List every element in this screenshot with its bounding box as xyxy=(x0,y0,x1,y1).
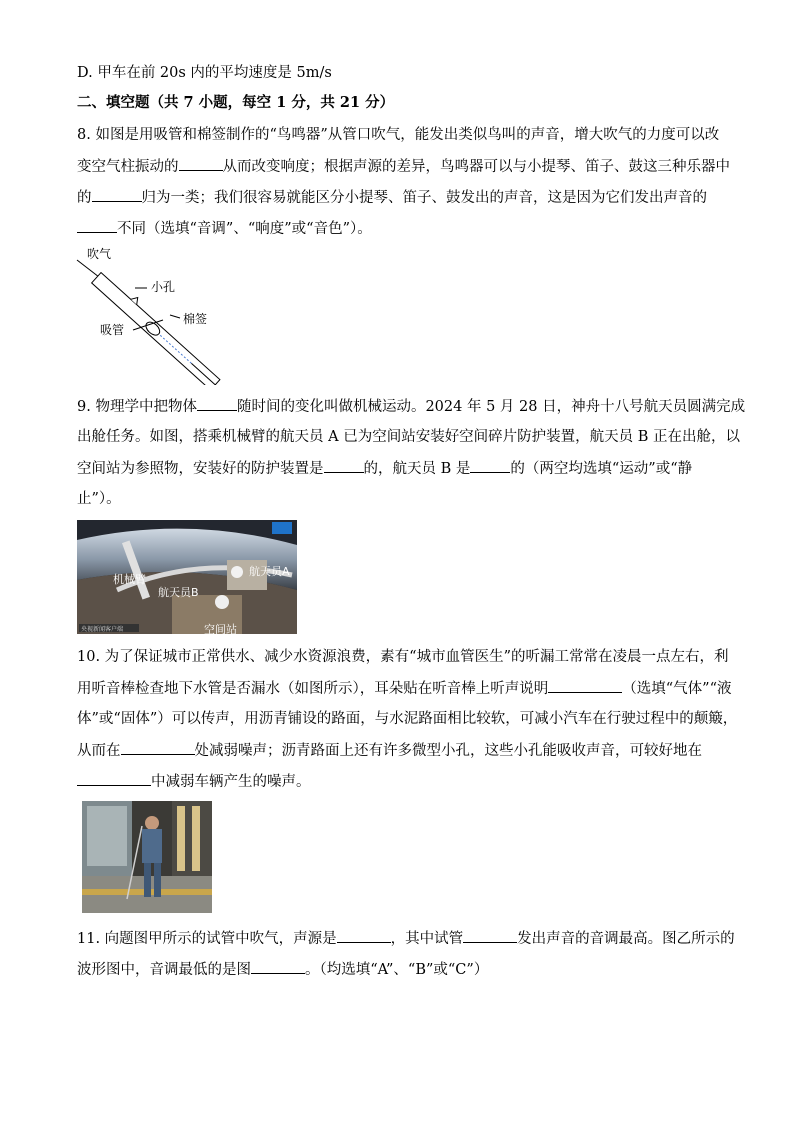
q9-line4: 止”）。 xyxy=(77,491,121,507)
q8-text: 变空气柱振动的 xyxy=(77,159,179,175)
q9-text: 随时间的变化叫做机械运动。2024 年 5 月 28 日，神舟十八号航天员圆满完成 xyxy=(236,399,746,415)
q8-text: 的 xyxy=(77,190,92,206)
space-station-photo xyxy=(77,520,297,634)
q9-blank2[interactable] xyxy=(324,458,364,473)
q10-line1: 10. 为了保证城市正常供水、减少水资源浪费，素有“城市血管医生”的听漏工常常在凌晨一点左右，利 xyxy=(77,649,729,665)
section-heading: 二、填空题（共 7 小题，每空 1 分，共 21 分） xyxy=(77,94,395,111)
q11-text: 发出声音的音调最高。图乙所示的 xyxy=(517,931,735,947)
label-straw: 吸管 xyxy=(100,323,125,337)
q10-text: 从而在 xyxy=(77,743,121,759)
q9-blank1[interactable] xyxy=(197,396,237,411)
q10-text: 处减弱噪声；沥青路面上还有许多微型小孔，这些小孔能吸收声音，可较好地在 xyxy=(194,743,702,759)
q11-text: 11. 向题图甲所示的试管中吹气，声源是 xyxy=(77,931,337,947)
q8-blank2[interactable] xyxy=(92,187,142,202)
q10-blank1[interactable] xyxy=(548,678,622,693)
q9-line2: 出舱任务。如图，搭乘机械臂的航天员 A 已为空间站安装好空间碎片防护装置，航天员 B 正在出舱，以 xyxy=(77,429,741,445)
label-swab: 棉签 xyxy=(183,312,208,326)
q11-blank3[interactable] xyxy=(251,959,305,974)
q8-line1: 8. 如图是用吸管和棉签制作的“鸟鸣器”从管口吹气，能发出类似鸟叫的声音，增大吹气的力度可以改 xyxy=(77,127,720,143)
q11-blank2[interactable] xyxy=(463,928,517,943)
label-astronaut-b: 航天员B xyxy=(158,586,199,599)
label-astronaut-a: 航天员A xyxy=(249,565,290,578)
q8-text: 归为一类；我们很容易就能区分小提琴、笛子、鼓发出的声音，这是因为它们发出声音的 xyxy=(141,190,707,206)
q11-text: ，其中试管 xyxy=(390,931,464,947)
q11-line1 xyxy=(77,928,735,949)
q11-line2 xyxy=(77,959,488,980)
q10-blank2[interactable] xyxy=(121,740,195,755)
q8-line3 xyxy=(77,187,707,208)
q10-text: 用听音棒检查地下水管是否漏水（如图所示），耳朵贴在听音棒上听声说明 xyxy=(77,681,549,697)
q10-line2 xyxy=(77,678,732,699)
photo-caption: 央视新闻客户端 xyxy=(81,626,124,633)
q8-blank3[interactable] xyxy=(77,218,117,233)
q9-text: 9. 物理学中把物体 xyxy=(77,399,197,415)
option-d: D. 甲车在前 20s 内的平均速度是 5m/s xyxy=(77,65,332,81)
q9-blank3[interactable] xyxy=(470,458,510,473)
q10-text: （选填“气体”“液 xyxy=(622,681,732,697)
q10-line5 xyxy=(77,771,311,792)
q11-text: 波形图中，音调最低的是图 xyxy=(77,962,251,978)
q8-text: 不同（选填“音调”、“响度”或“音色”）。 xyxy=(117,221,372,237)
q9-line3 xyxy=(77,458,692,479)
q11-blank1[interactable] xyxy=(337,928,391,943)
blow-arrow xyxy=(77,260,99,277)
q9-line1 xyxy=(77,396,745,417)
q10-line3: 体”或“固体”）可以传声，用沥青铺设的路面，与水泥路面相比较软，可减小汽车在行驶过程中的颠簸， xyxy=(77,711,738,727)
label-station: 空间站 xyxy=(204,623,237,634)
q9-text: 空间站为参照物，安装好的防护装置是 xyxy=(77,461,324,477)
q11-text: 。（均选填“A”、“B”或“C”） xyxy=(305,962,489,978)
q8-line2 xyxy=(77,156,730,177)
q9-text: 的（两空均选填“运动”或“静 xyxy=(510,461,693,477)
label-blow: 吹气 xyxy=(87,247,112,261)
q10-line4 xyxy=(77,740,702,761)
q10-text: 中减弱车辆产生的噪声。 xyxy=(151,774,311,790)
label-hole: 小孔 xyxy=(151,280,176,294)
label-arm: 机械臂 xyxy=(113,573,146,586)
q8-blank1[interactable] xyxy=(179,156,223,171)
q10-blank3[interactable] xyxy=(77,771,151,786)
bird-whistle-figure xyxy=(75,245,245,385)
q8-text: 从而改变响度；根据声源的差异，鸟鸣器可以与小提琴、笛子、鼓这三种乐器中 xyxy=(222,159,730,175)
listening-rod-photo xyxy=(82,801,212,913)
q8-line4 xyxy=(77,218,372,239)
q9-text: 的，航天员 B 是 xyxy=(363,461,471,477)
